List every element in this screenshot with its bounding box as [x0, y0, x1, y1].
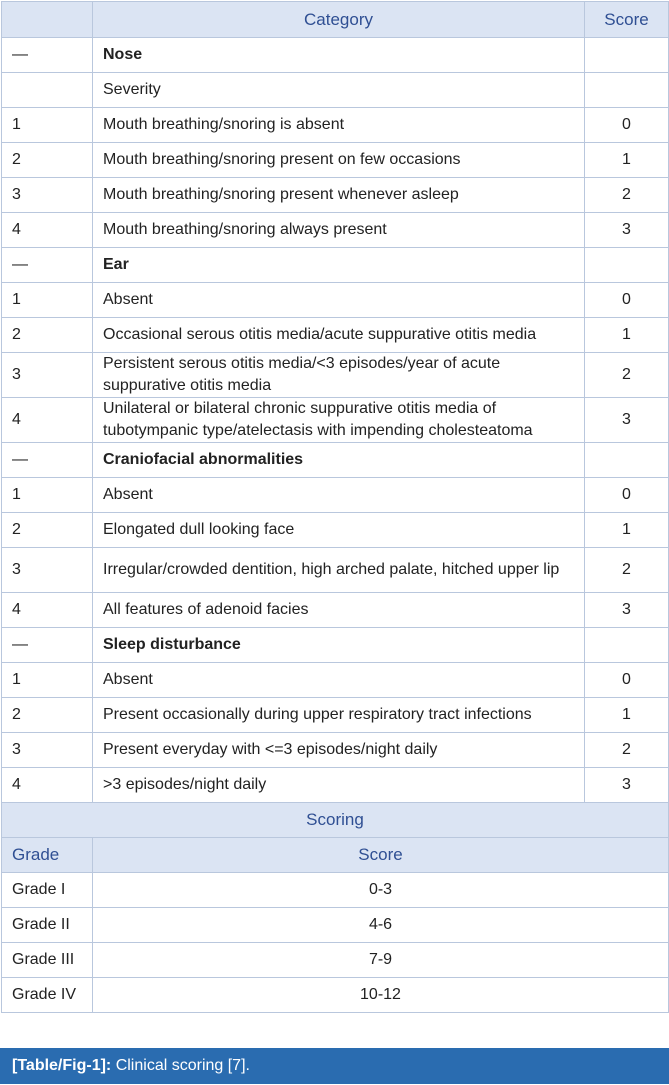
table-row [2, 283, 669, 318]
row-score: 2 [585, 178, 669, 213]
row-label: Mouth breathing/snoring is absent [93, 108, 585, 143]
header-category: Category [93, 2, 585, 38]
table-row [2, 398, 669, 443]
row-label: Severity [93, 73, 585, 108]
scoring-body [2, 803, 669, 873]
row-label: Persistent serous otitis media/<3 episodes/year of acute suppurative otitis media [93, 353, 585, 398]
table-row [2, 108, 669, 143]
row-score: 2 [585, 353, 669, 398]
table-row [2, 73, 669, 108]
row-number: 3 [2, 353, 93, 398]
row-label: Present everyday with <=3 episodes/night daily [93, 733, 585, 768]
section-title-row [2, 628, 669, 663]
row-label: Unilateral or bilateral chronic suppurative otitis media of tubotympanic type/atelectasis with impending cholesteatoma [93, 398, 585, 443]
row-score: 1 [585, 698, 669, 733]
table-row [2, 318, 669, 353]
row-number: 2 [2, 698, 93, 733]
section-title-row [2, 38, 669, 73]
section-title-row [2, 248, 669, 283]
row-label: Present occasionally during upper respiratory tract infections [93, 698, 585, 733]
section-dash: — [2, 248, 93, 283]
table-row [2, 478, 669, 513]
row-score: 2 [585, 548, 669, 593]
table-row [2, 353, 669, 398]
row-label: Occasional serous otitis media/acute suppurative otitis media [93, 318, 585, 353]
grade-score: 7-9 [93, 943, 669, 978]
grade-row [2, 873, 669, 908]
row-number: 1 [2, 478, 93, 513]
row-label: Mouth breathing/snoring present whenever asleep [93, 178, 585, 213]
section-score-empty [585, 628, 669, 663]
row-number: 2 [2, 318, 93, 353]
section-title-row [2, 443, 669, 478]
row-label: Absent [93, 283, 585, 318]
row-score: 1 [585, 513, 669, 548]
grade-row [2, 943, 669, 978]
table-row [2, 733, 669, 768]
row-label: Absent [93, 663, 585, 698]
scoring-title: Scoring [2, 803, 669, 838]
grade-name: Grade IV [2, 978, 93, 1013]
table-row [2, 513, 669, 548]
row-score: 3 [585, 593, 669, 628]
table-row [2, 698, 669, 733]
section-score-empty [585, 443, 669, 478]
caption-text: Clinical scoring [7]. [111, 1057, 250, 1074]
row-number: 3 [2, 178, 93, 213]
table-row [2, 548, 669, 593]
row-score: 1 [585, 143, 669, 178]
row-score: 0 [585, 663, 669, 698]
table-row [2, 178, 669, 213]
row-score: 0 [585, 478, 669, 513]
row-number [2, 73, 93, 108]
section-title: Ear [93, 248, 585, 283]
section-dash: — [2, 443, 93, 478]
row-label: All features of adenoid facies [93, 593, 585, 628]
grade-header-row [2, 838, 669, 873]
table-body [2, 38, 669, 803]
row-number: 2 [2, 513, 93, 548]
row-number: 4 [2, 398, 93, 443]
grade-score: 0-3 [93, 873, 669, 908]
row-score: 3 [585, 213, 669, 248]
section-title: Craniofacial abnormalities [93, 443, 585, 478]
row-number: 3 [2, 548, 93, 593]
row-number: 4 [2, 593, 93, 628]
row-score: 3 [585, 398, 669, 443]
table-row [2, 593, 669, 628]
row-number: 2 [2, 143, 93, 178]
row-score: 1 [585, 318, 669, 353]
grade-score: 4-6 [93, 908, 669, 943]
grade-row [2, 908, 669, 943]
scoring-title-row [2, 803, 669, 838]
row-number: 4 [2, 213, 93, 248]
clinical-scoring-table [1, 1, 669, 1013]
header-score: Score [585, 2, 669, 38]
table-header-row [2, 2, 669, 38]
header-num [2, 2, 93, 38]
table-row [2, 768, 669, 803]
section-title: Nose [93, 38, 585, 73]
grade-name: Grade II [2, 908, 93, 943]
row-number: 4 [2, 768, 93, 803]
caption-ref: [Table/Fig-1]: [12, 1057, 112, 1074]
grade-col-header: Grade [2, 838, 93, 873]
row-score: 0 [585, 283, 669, 318]
grade-score-col-header: Score [93, 838, 669, 873]
grade-rows [2, 873, 669, 1013]
grade-name: Grade III [2, 943, 93, 978]
section-dash: — [2, 628, 93, 663]
section-title: Sleep disturbance [93, 628, 585, 663]
row-label: Irregular/crowded dentition, high arched palate, hitched upper lip [93, 548, 585, 593]
section-score-empty [585, 248, 669, 283]
row-label: >3 episodes/night daily [93, 768, 585, 803]
table-row [2, 213, 669, 248]
table-row [2, 143, 669, 178]
row-label: Mouth breathing/snoring present on few occasions [93, 143, 585, 178]
row-score: 3 [585, 768, 669, 803]
row-label: Mouth breathing/snoring always present [93, 213, 585, 248]
grade-name: Grade I [2, 873, 93, 908]
row-label: Absent [93, 478, 585, 513]
row-score: 0 [585, 108, 669, 143]
grade-row [2, 978, 669, 1013]
table-row [2, 663, 669, 698]
table-caption [0, 1048, 669, 1084]
row-score [585, 73, 669, 108]
row-number: 1 [2, 108, 93, 143]
row-number: 1 [2, 283, 93, 318]
grade-score: 10-12 [93, 978, 669, 1013]
row-number: 3 [2, 733, 93, 768]
row-label: Elongated dull looking face [93, 513, 585, 548]
section-dash: — [2, 38, 93, 73]
row-number: 1 [2, 663, 93, 698]
section-score-empty [585, 38, 669, 73]
row-score: 2 [585, 733, 669, 768]
